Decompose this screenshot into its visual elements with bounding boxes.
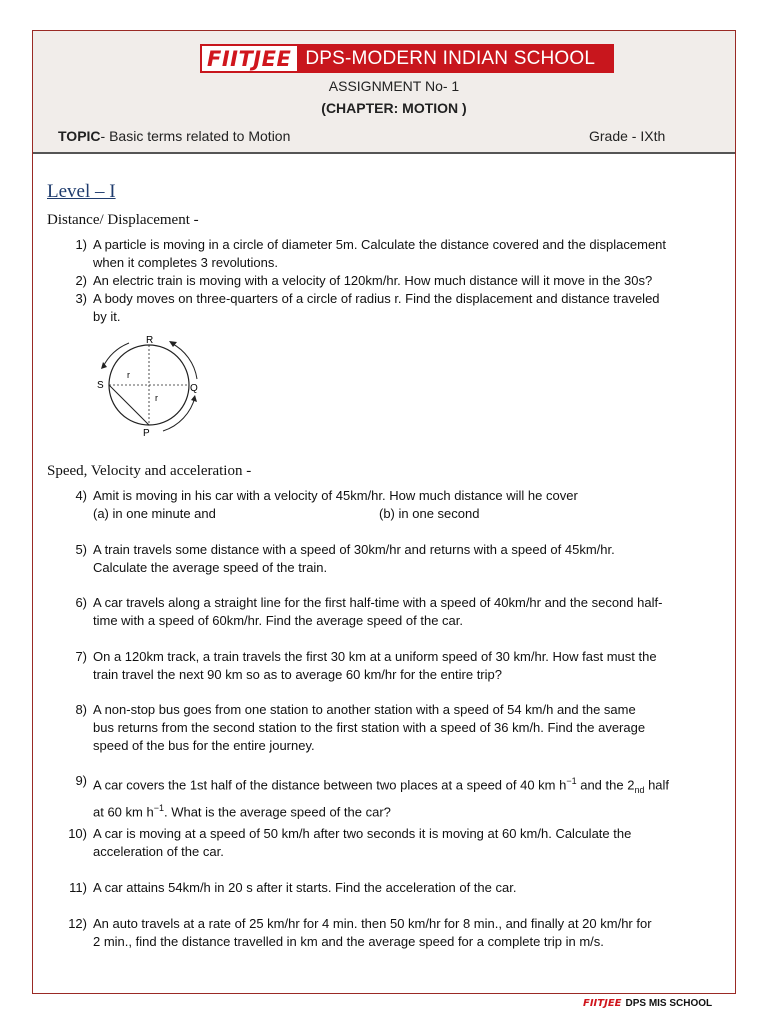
- question-6: [60, 594, 730, 630]
- question-number: 4): [75, 488, 87, 503]
- question-1: [60, 236, 730, 272]
- question-text: A train travels some distance with a speed of 30km/hr and returns with a speed of 45km/hr.: [93, 542, 615, 557]
- arrow-arc-bottom: [163, 397, 195, 431]
- topic-label: TOPIC: [58, 128, 101, 144]
- question-number: 9): [75, 773, 87, 788]
- question-number: 1): [75, 237, 87, 252]
- question-3: [60, 290, 730, 326]
- section-distance-heading: Distance/ Displacement -: [47, 212, 199, 228]
- label-s-point: S: [97, 380, 104, 391]
- header-divider: [33, 152, 735, 154]
- question-text: train travel the next 90 km so as to average 60 km/hr for the entire trip?: [93, 667, 502, 682]
- question-text: A non-stop bus goes from one station to another station with a speed of 54 km/h and the same: [93, 702, 636, 717]
- topic-line: [58, 128, 290, 144]
- question-number: 11): [69, 880, 87, 895]
- question-7: [60, 648, 730, 684]
- question-number: 5): [75, 542, 87, 557]
- assignment-title: ASSIGNMENT No- 1: [328, 78, 460, 94]
- school-name: DPS-MODERN INDIAN SCHOOL: [305, 47, 596, 69]
- question-number: 12): [68, 916, 87, 931]
- topic-text: - Basic terms related to Motion: [100, 128, 291, 144]
- question-2: [60, 272, 730, 290]
- question-5: [60, 541, 730, 577]
- question-9: [60, 772, 730, 821]
- circle-diagram: [93, 335, 213, 441]
- label-q-point: Q: [190, 383, 198, 394]
- arrow-head-left: [101, 362, 107, 369]
- question-number: 7): [75, 649, 87, 664]
- option-a: (a) in one minute and: [93, 506, 216, 521]
- question-text: at 60 km $h^{-1}$. What is the average speed of the car?: [93, 802, 391, 820]
- question-number: 2): [75, 273, 87, 288]
- question-text: A particle is moving in a circle of diameter 5m. Calculate the distance covered and the displacement: [93, 237, 667, 252]
- question-text: On a 120km track, a train travels the first 30 km at a uniform speed of 30 km/hr. How fast must the: [93, 649, 657, 664]
- label-radius-2: r: [155, 393, 158, 403]
- arrow-head-bottom: [191, 395, 197, 402]
- question-text: speed of the bus for the entire journey.: [93, 738, 315, 753]
- question-11: [60, 879, 730, 897]
- arrow-arc-top: [171, 343, 197, 379]
- option-b: (b) in one second: [379, 506, 480, 521]
- question-number: 10): [68, 826, 87, 841]
- fiitjee-logo: FIITJEE: [202, 46, 297, 71]
- question-text: An auto travels at a rate of 25 km/hr for 4 min. then 50 km/hr for 8 min., and finally at 20 km/hr for: [93, 916, 652, 931]
- question-text: 2 min., find the distance travelled in km and the average speed for a complete trip in m/s.: [93, 934, 604, 949]
- question-text: acceleration of the car.: [93, 844, 224, 859]
- question-text: A car covers the 1st half of the distance between two places at a speed of 40 km $h^{-1}$ and the $2_{nd}$ half: [93, 776, 670, 795]
- question-12: [60, 915, 730, 951]
- question-4: [60, 487, 730, 523]
- question-text: when it completes 3 revolutions.: [93, 255, 278, 270]
- footer: [583, 998, 712, 1009]
- question-text: A car attains 54km/h in 20 s after it starts. Find the acceleration of the car.: [93, 880, 517, 895]
- school-banner: [200, 44, 614, 73]
- footer-logo: FIITJEE: [583, 998, 622, 1009]
- question-text: An electric train is moving with a velocity of 120km/hr. How much distance will it move in the 30s?: [93, 273, 653, 288]
- question-number: 8): [75, 702, 87, 717]
- level-heading: Level – I: [47, 181, 116, 202]
- question-text: bus returns from the second station to the first station with a speed of 36 km/h. Find the average: [93, 720, 646, 735]
- question-text: time with a speed of 60km/hr. Find the average speed of the car.: [93, 613, 463, 628]
- question-text: by it.: [93, 309, 121, 324]
- section-speed-heading: Speed, Velocity and acceleration -: [47, 463, 252, 479]
- footer-school: DPS MIS SCHOOL: [625, 998, 713, 1009]
- question-text: A car is moving at a speed of 50 km/h after two seconds it is moving at 60 km/h. Calculate the: [93, 826, 632, 841]
- question-8: [60, 701, 730, 755]
- question-10: [60, 825, 730, 861]
- chapter-title: (CHAPTER: MOTION ): [321, 100, 467, 116]
- label-r-point: R: [146, 335, 154, 346]
- question-text: Calculate the average speed of the train.: [93, 560, 328, 575]
- question-number: 6): [75, 595, 87, 610]
- label-p-point: P: [143, 428, 150, 439]
- grade-label: Grade - IXth: [589, 128, 666, 144]
- question-text: Amit is moving in his car with a velocity of 45km/hr. How much distance will he cover: [93, 488, 578, 503]
- question-text: A body moves on three-quarters of a circle of radius r. Find the displacement and distance traveled: [93, 291, 660, 306]
- question-number: 3): [75, 291, 87, 306]
- label-radius-1: r: [127, 370, 130, 380]
- question-text: A car travels along a straight line for the first half-time with a speed of 40km/hr and the second half-: [93, 595, 663, 610]
